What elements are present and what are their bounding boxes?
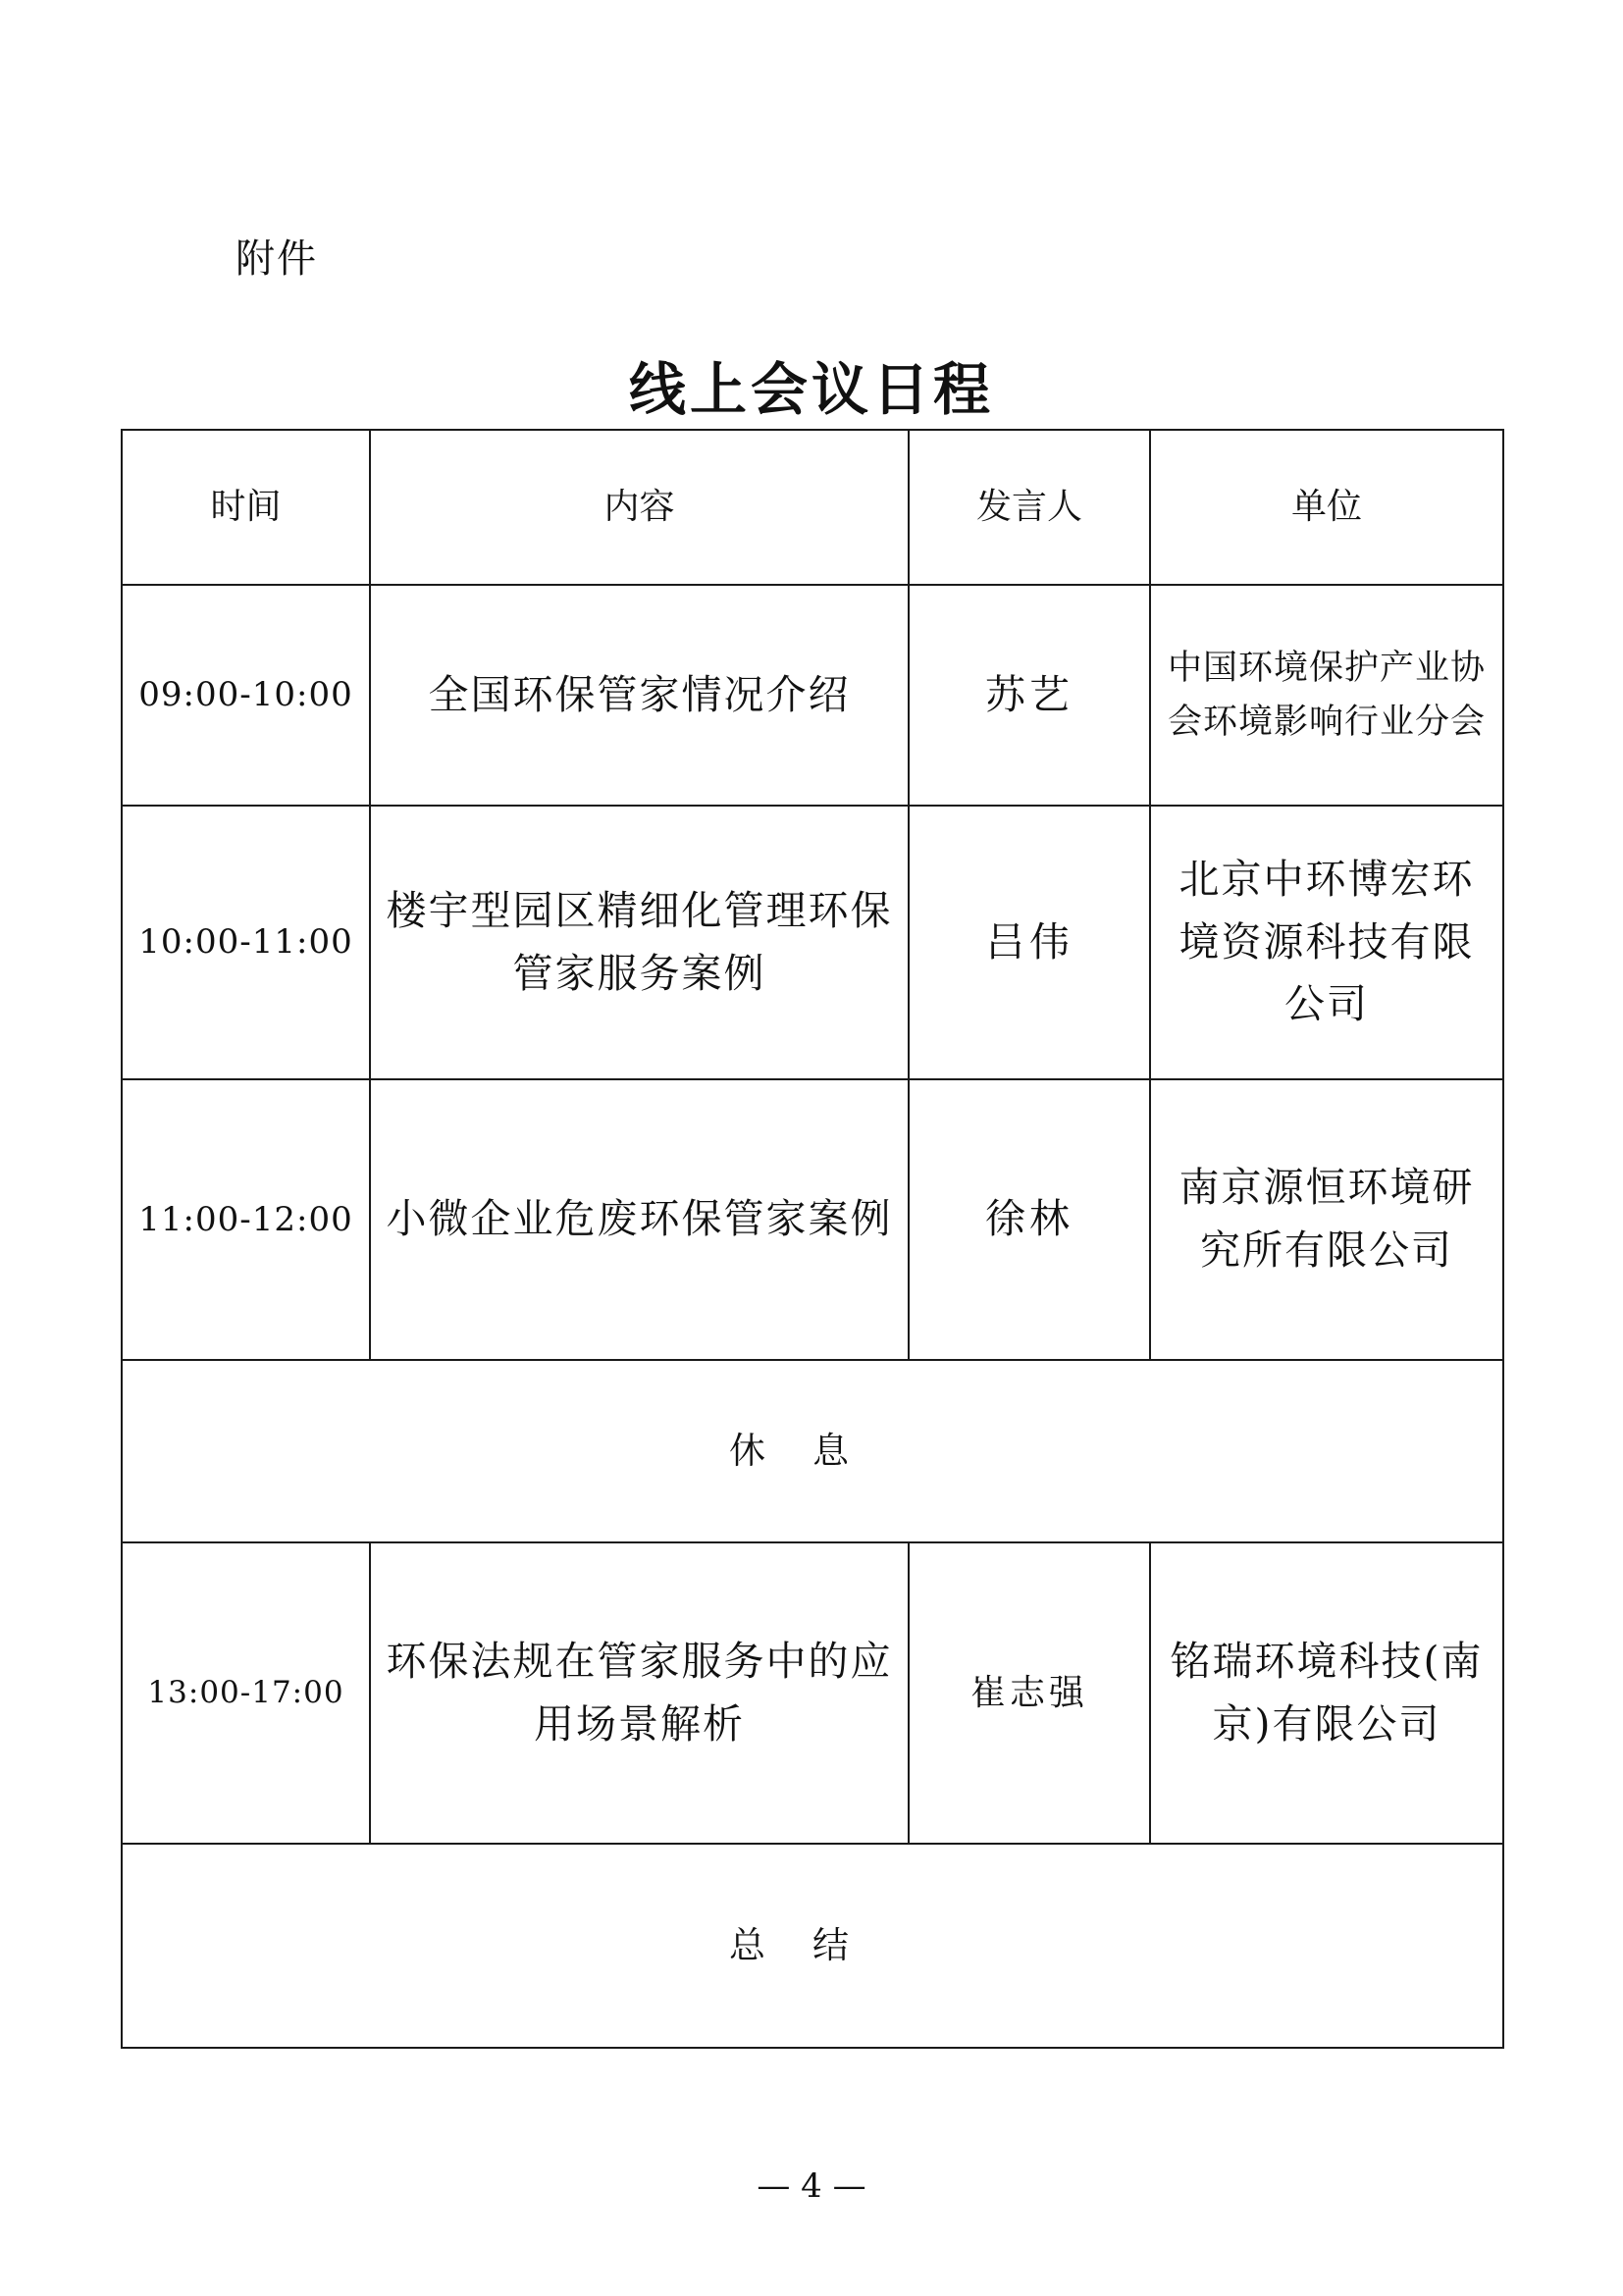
summary-row	[122, 1844, 1503, 2048]
session-time: 11:00-12:00	[122, 1079, 370, 1360]
schedule-table	[121, 429, 1504, 2049]
session-content: 环保法规在管家服务中的应用场景解析	[370, 1542, 909, 1844]
break-row	[122, 1360, 1503, 1542]
session-speaker: 徐林	[909, 1079, 1150, 1360]
session-unit: 北京中环博宏环境资源科技有限公司	[1150, 806, 1503, 1079]
attachment-label: 附件	[236, 236, 318, 282]
header-content: 内容	[370, 430, 909, 585]
table-header-row	[122, 430, 1503, 585]
page-number: — 4 —	[757, 2166, 866, 2206]
session-unit: 南京源恒环境研究所有限公司	[1150, 1079, 1503, 1360]
session-unit: 中国环境保护产业协会环境影响行业分会	[1150, 585, 1503, 806]
session-time: 10:00-11:00	[122, 806, 370, 1079]
session-content: 楼宇型园区精细化管理环保管家服务案例	[370, 806, 909, 1079]
session-speaker: 吕伟	[909, 806, 1150, 1079]
table-row	[122, 806, 1503, 1079]
session-speaker: 苏艺	[909, 585, 1150, 806]
header-speaker: 发言人	[909, 430, 1150, 585]
session-time: 09:00-10:00	[122, 585, 370, 806]
header-unit: 单位	[1150, 430, 1503, 585]
session-content: 全国环保管家情况介绍	[370, 585, 909, 806]
table-row	[122, 1542, 1503, 1844]
header-time: 时间	[122, 430, 370, 585]
summary-label: 总结	[122, 1844, 1503, 2048]
session-speaker: 崔志强	[909, 1542, 1150, 1844]
table-row	[122, 585, 1503, 806]
table-row	[122, 1079, 1503, 1360]
session-time: 13:00-17:00	[122, 1542, 370, 1844]
document-title: 线上会议日程	[628, 356, 994, 423]
break-label: 休息	[122, 1360, 1503, 1542]
session-unit: 铭瑞环境科技(南京)有限公司	[1150, 1542, 1503, 1844]
session-content: 小微企业危废环保管家案例	[370, 1079, 909, 1360]
